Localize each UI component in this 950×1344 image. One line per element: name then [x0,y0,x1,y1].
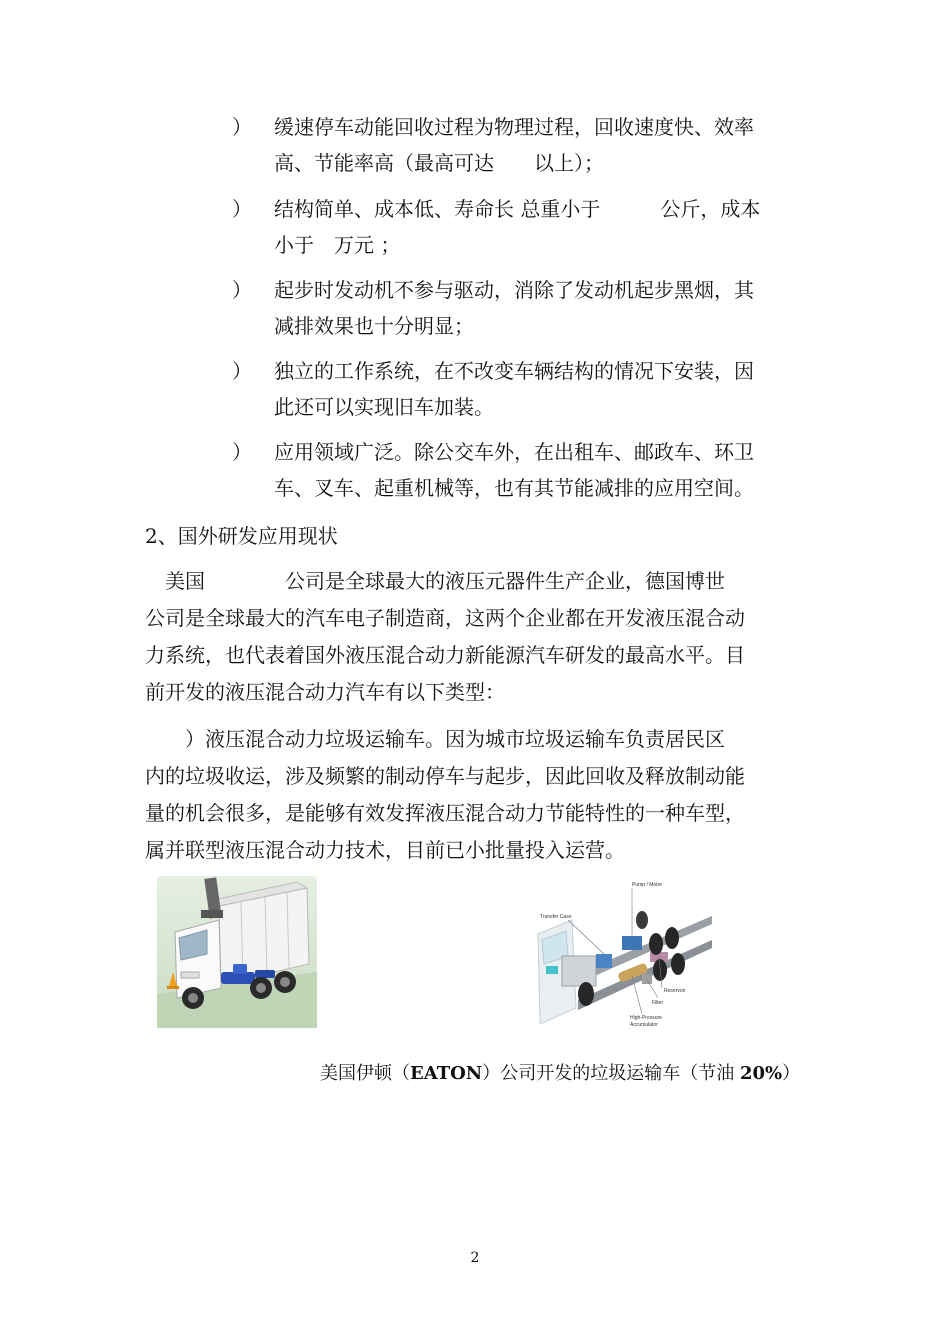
label-pump-motor: Pump / Motor [632,882,663,888]
list-marker: ） [232,440,252,464]
paragraph-garbage-truck [145,721,810,869]
paragraph-line: 力系统，也代表着国外液压混合动力新能源汽车研发的最高水平。目 [145,643,745,667]
section-heading: 2、国外研发应用现状 [145,524,338,548]
paragraph-line: ）液压混合动力垃圾运输车。因为城市垃圾运输车负责居民区 [145,727,725,751]
paragraph-line: 公司是全球最大的汽车电子制造商，这两个企业都在开发液压混合动 [145,606,745,630]
list-marker: ） [232,278,252,302]
label-reservoir: Reservoir [664,988,686,994]
caption-brand: EATON [410,1063,483,1084]
list-item-text: 缓速停车动能回收过程为物理过程，回收速度快、效率 高、节能率高（最高可达 以上）； [274,115,754,175]
caption-percent: 20% [739,1063,783,1084]
garbage-truck-illustration [157,876,317,1028]
list-marker: ） [232,359,252,383]
hydraulic-system-diagram [532,876,714,1038]
paragraph-line: 内的垃圾收运，涉及频繁的制动停车与起步，因此回收及释放制动能 [145,764,745,788]
list-item-text: 应用领域广泛。除公交车外，在出租车、邮政车、环卫 车、叉车、起重机械等，也有其节能减排的应用空间。 [274,440,754,500]
garbage-truck-image [157,876,317,1028]
paragraph-line: 美国 公司是全球最大的液压元器件生产企业，德国博世 [145,569,725,593]
list-marker: ） [232,197,252,221]
paragraph-line: 属并联型液压混合动力技术，目前已小批量投入运营。 [145,838,625,862]
list-item-text: 独立的工作系统，在不改变车辆结构的情况下安装，因 此还可以实现旧车加装。 [274,359,754,419]
paragraph-line: 前开发的液压混合动力汽车有以下类型： [145,680,505,704]
hydraulic-diagram-illustration [532,876,714,1038]
label-accumulator-1: High-Pressure [630,1015,662,1021]
paragraph-overview [145,563,810,711]
list-item-text: 结构简单、成本低、寿命长 总重小于 公斤，成本 小于 万元 ； [274,197,761,257]
page-number: 2 [470,1250,480,1266]
list-item-text: 起步时发动机不参与驱动，消除了发动机起步黑烟，其 减排效果也十分明显； [274,278,754,338]
paragraph-line: 量的机会很多，是能够有效发挥液压混合动力节能特性的一种车型， [145,801,745,825]
label-filter: Filter [652,1000,664,1006]
list-marker: ） [232,115,252,139]
label-transfer-case: Transfer Case [540,914,572,920]
label-accumulator-2: Accumulator [630,1022,658,1028]
figure-caption: 美国伊顿（EATON）公司开发的垃圾运输车（节油 20%） [320,1063,801,1084]
